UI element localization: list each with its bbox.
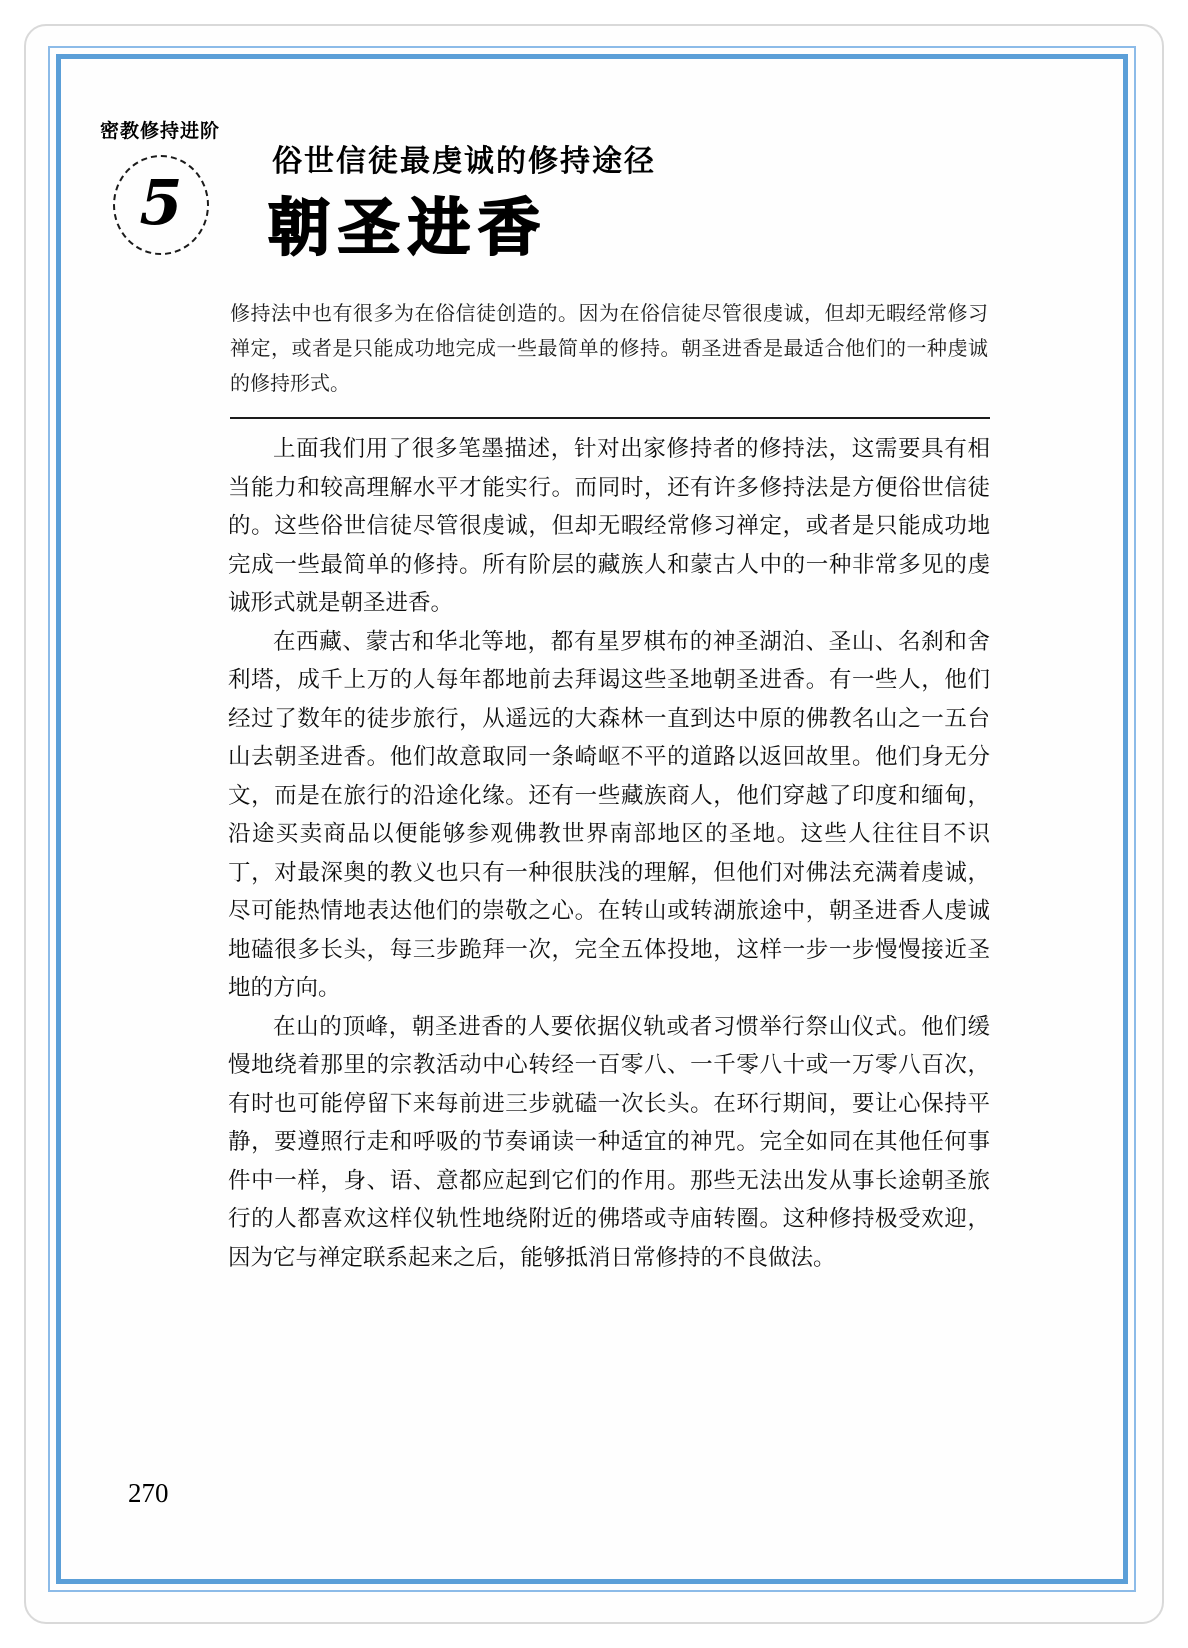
chapter-series-label: 密教修持进阶	[100, 121, 221, 142]
paragraph-3: 在山的顶峰，朝圣进香的人要依据仪轨或者习惯举行祭山仪式。他们缓慢地绕着那里的宗教活动中心转经一百零八、一千零八十或一万零八百次，有时也可能停留下来每前进三步就磕一次长头。在环行期间，要让心保持平静，要遵照行走和呼吸的节奏诵读一种适宜的神咒。完全如同在其他任何事件中一样，身、语、意都应起到它们的作用。那些无法出发从事长途朝圣旅行的人都喜欢这样仪轨性地绕附近的佛塔或寺庙转圈。这种修持极受欢迎，因为它与禅定联系起来之后，能够抵消日常修持的不良做法。	[228, 1013, 990, 1270]
page-number: 270	[128, 1478, 169, 1508]
section-divider	[230, 417, 990, 419]
paragraph-1: 上面我们用了很多笔墨描述，针对出家修持者的修持法，这需要具有相当能力和较高理解水平才能实行。而同时，还有许多修持法是方便俗世信徒的。这些俗世信徒尽管很虔诚，但却无暇经常修习禅定，或者是只能成功地完成一些最简单的修持。所有阶层的藏族人和蒙古人中的一种非常多见的虔诚形式就是朝圣进香。	[228, 436, 990, 615]
body-text	[228, 430, 990, 1277]
chapter-number: 5	[139, 166, 183, 239]
intro-abstract: 修持法中也有很多为在俗信徒创造的。因为在俗信徒尽管很虔诚，但却无暇经常修习禅定，或者是只能成功地完成一些最简单的修持。朝圣进香是最适合他们的一种虔诚的修持形式。	[230, 301, 988, 395]
paragraph-2: 在西藏、蒙古和华北等地，都有星罗棋布的神圣湖泊、圣山、名刹和舍利塔，成千上万的人每年都地前去拜谒这些圣地朝圣进香。有一些人，他们经过了数年的徒步旅行，从遥远的大森林一直到达中原的佛教名山之一五台山去朝圣进香。他们故意取同一条崎岖不平的道路以返回故里。他们身无分文，而是在旅行的沿途化缘。还有一些藏族商人，他们穿越了印度和缅甸，沿途买卖商品以便能够参观佛教世界南部地区的圣地。这些人往往目不识丁，对最深奥的教义也只有一种很肤浅的理解，但他们对佛法充满着虔诚，尽可能热情地表达他们的崇敬之心。在转山或转湖旅途中，朝圣进香人虔诚地磕很多长头，每三步跪拜一次，完全五体投地，这样一步一步慢慢接近圣地的方向。	[228, 628, 990, 1000]
page-title: 朝圣进香	[268, 194, 549, 263]
chapter-number-badge	[113, 155, 209, 255]
chapter-subtitle: 俗世信徒最虔诚的修持途径	[272, 145, 656, 178]
